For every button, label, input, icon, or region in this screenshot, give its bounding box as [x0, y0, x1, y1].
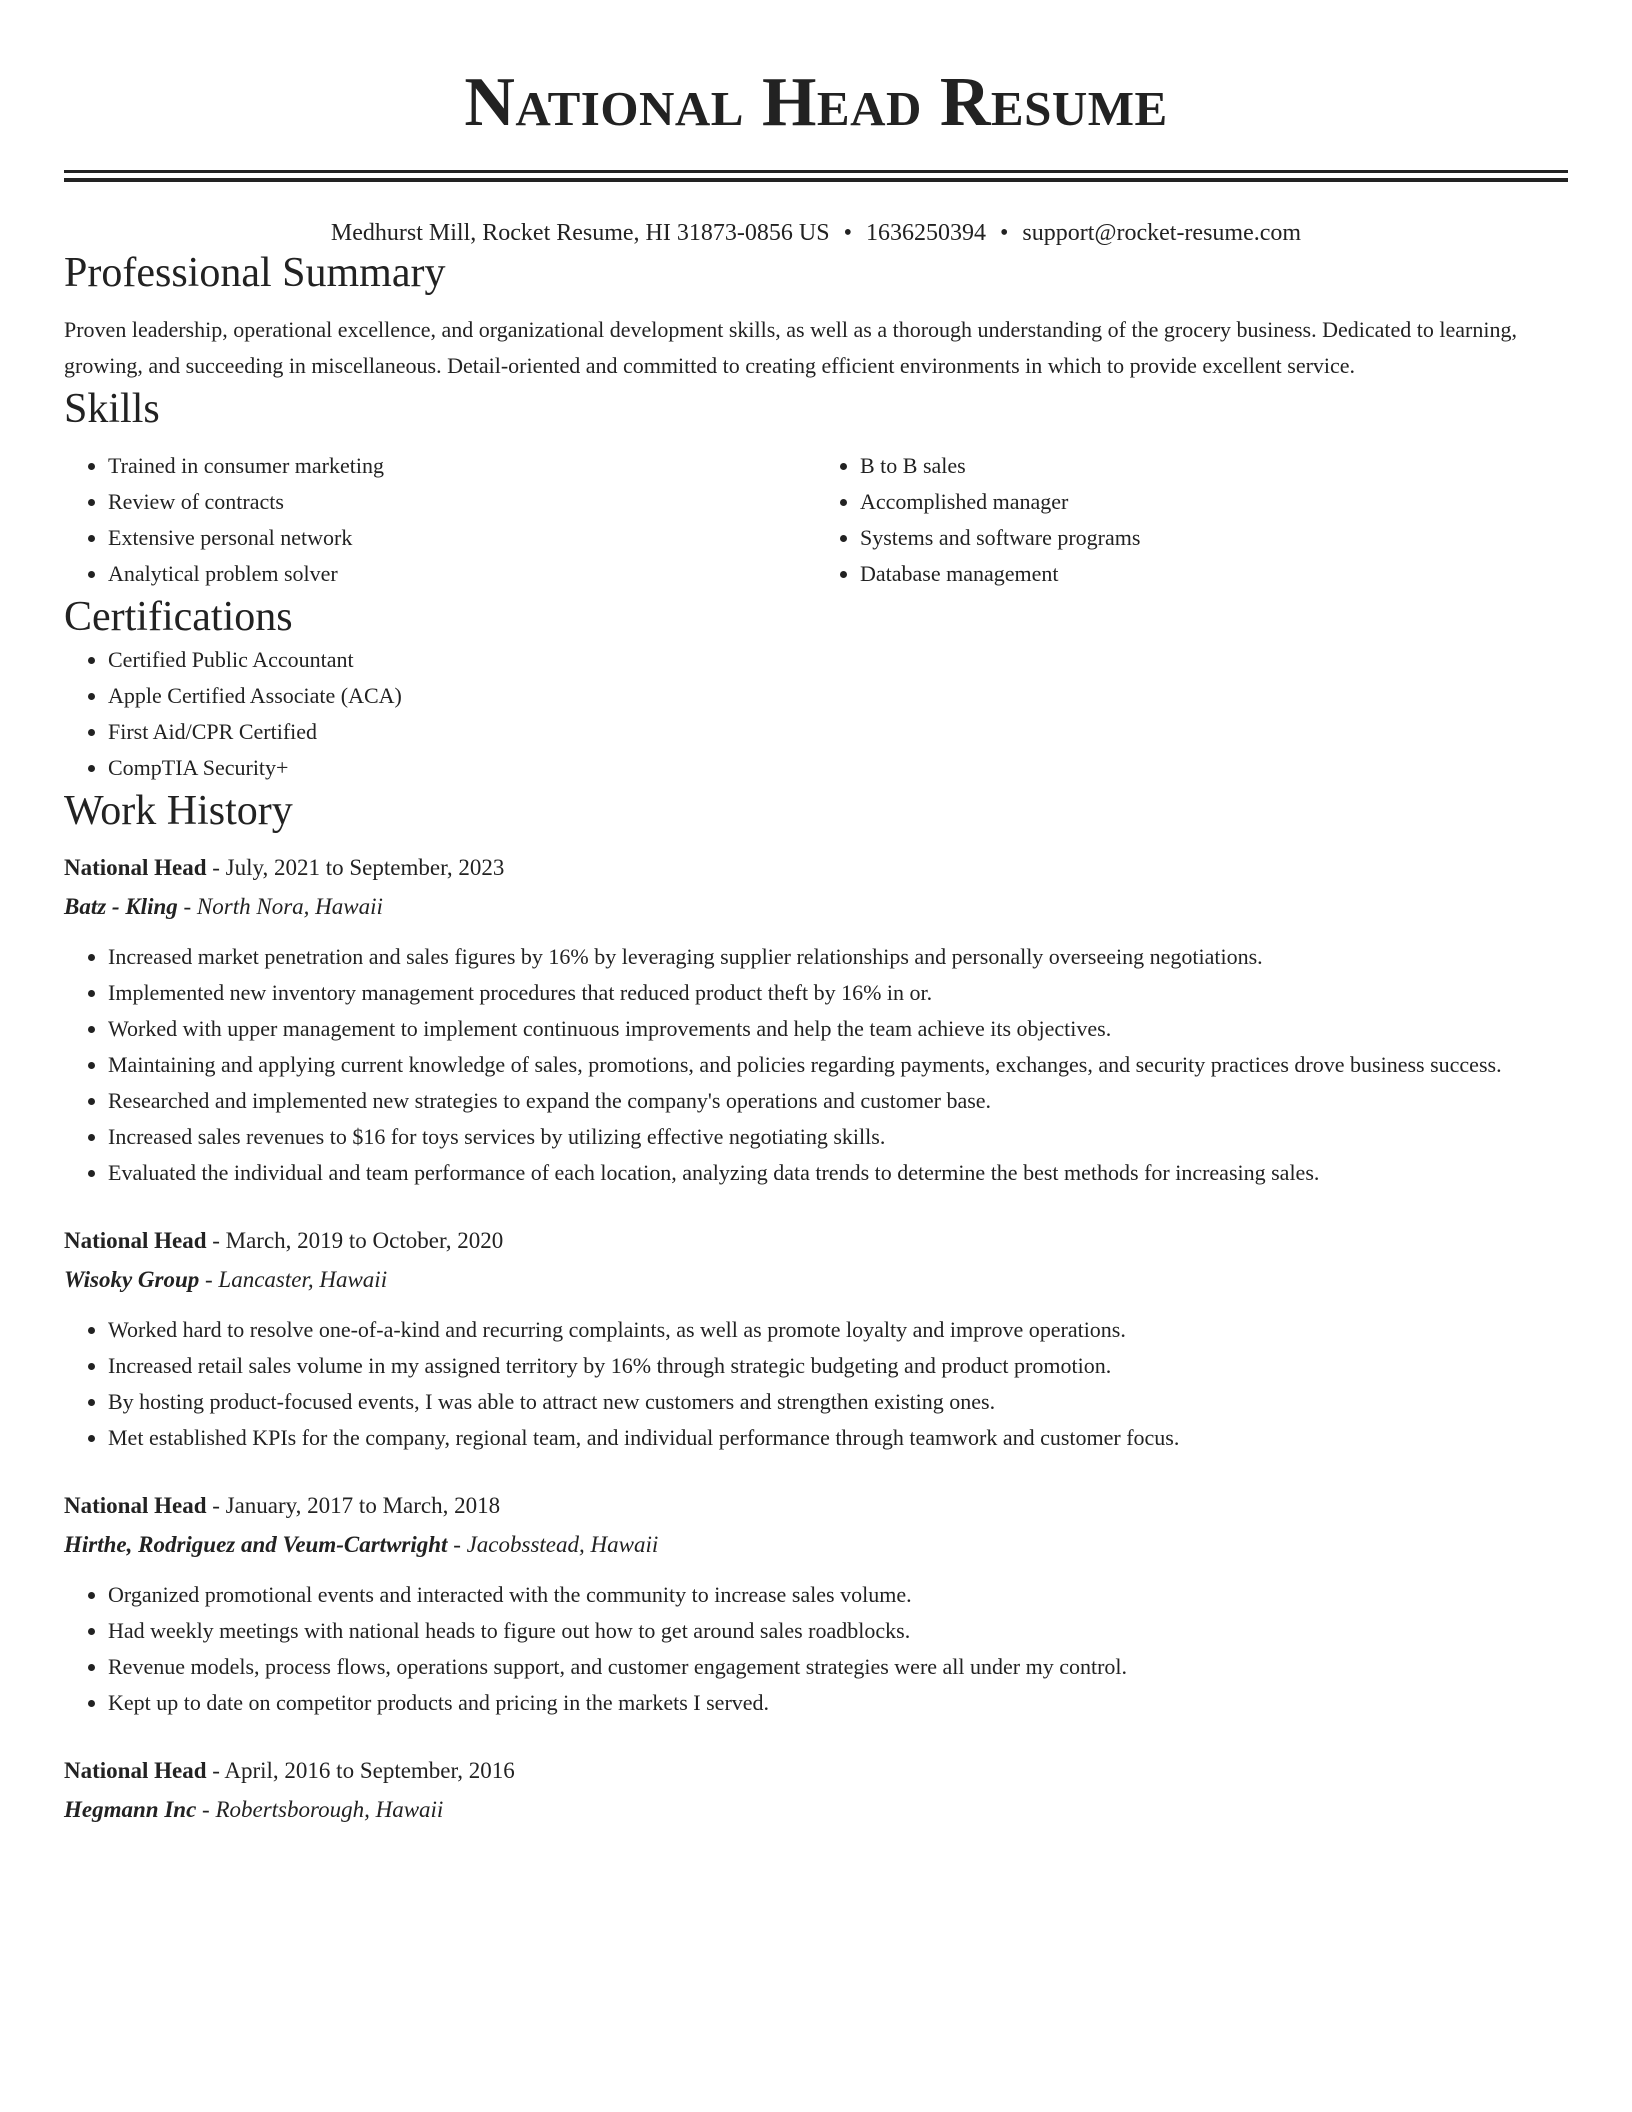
job-bullet: • Organized promotional events and interacted with the community to increase sales volume. — [108, 1577, 1568, 1613]
skill-item: • Systems and software programs — [860, 520, 1568, 556]
job-dates: - April, 2016 to September, 2016 — [206, 1758, 515, 1783]
job-bullet: • Revenue models, process flows, operations support, and customer engagement strategies were all under my control. — [108, 1649, 1568, 1685]
skill-item: • Database management — [860, 556, 1568, 592]
job-bullet: • Worked with upper management to implement continuous improvements and help the team achieve its objectives. — [108, 1011, 1568, 1047]
job-bullet: • Increased market penetration and sales figures by 16% by leveraging supplier relationships and personally overseeing negotiations. — [108, 939, 1568, 975]
contact-phone: 1636250394 — [865, 220, 986, 246]
skill-item: • Accomplished manager — [860, 484, 1568, 520]
job-company-line — [64, 1262, 1568, 1298]
job-bullet: • Increased retail sales volume in my assigned territory by 16% through strategic budgeting and product promotion. — [108, 1348, 1568, 1384]
job-bullet: • Researched and implemented new strategies to expand the company's operations and customer base. — [108, 1083, 1568, 1119]
job-location: - Lancaster, Hawaii — [199, 1267, 388, 1292]
title-divider — [64, 170, 1568, 182]
job-bullets — [64, 939, 1568, 1191]
job-entry — [64, 1223, 1568, 1456]
job-role: National Head — [64, 855, 207, 880]
contact-separator: • — [999, 220, 1009, 246]
job-entry — [64, 850, 1568, 1191]
skills-heading: Skills — [64, 386, 160, 432]
skill-item: • Review of contracts — [108, 484, 816, 520]
job-company: Hirthe, Rodriguez and Veum-Cartwright — [64, 1532, 448, 1557]
job-bullet: • Met established KPIs for the company, regional team, and individual performance through teamwork and customer focus. — [108, 1420, 1568, 1456]
job-entry — [64, 1753, 1568, 1828]
job-dates: - March, 2019 to October, 2020 — [206, 1228, 504, 1253]
job-bullet: • Worked hard to resolve one-of-a-kind and recurring complaints, as well as promote loyalty and improve operations. — [108, 1312, 1568, 1348]
job-company-line — [64, 1527, 1568, 1563]
job-title-line — [64, 850, 1568, 886]
certification-item: • Certified Public Accountant — [108, 642, 1568, 678]
job-bullet: • Maintaining and applying current knowledge of sales, promotions, and policies regarding payments, exchanges, and security practices drove business success. — [108, 1047, 1568, 1083]
certification-item: • CompTIA Security+ — [108, 750, 1568, 786]
job-company: Batz - Kling — [64, 894, 178, 919]
resume-title: National Head Resume — [464, 64, 1168, 141]
job-bullets — [64, 1312, 1568, 1456]
job-location: - Jacobsstead, Hawaii — [447, 1532, 659, 1557]
job-dates: - January, 2017 to March, 2018 — [206, 1493, 501, 1518]
skills-list-left — [64, 448, 816, 592]
job-company: Wisoky Group — [64, 1267, 200, 1292]
certifications-heading: Certifications — [64, 594, 293, 640]
job-bullet: • By hosting product-focused events, I was able to attract new customers and strengthen existing ones. — [108, 1384, 1568, 1420]
contact-email: support@rocket-resume.com — [1022, 220, 1302, 246]
job-bullet: • Had weekly meetings with national heads to figure out how to get around sales roadblocks. — [108, 1613, 1568, 1649]
job-location: - North Nora, Hawaii — [177, 894, 383, 919]
job-company-line — [64, 1792, 1568, 1828]
skill-item: • B to B sales — [860, 448, 1568, 484]
job-bullet: • Kept up to date on competitor products and pricing in the markets I served. — [108, 1685, 1568, 1721]
skill-item: • Trained in consumer marketing — [108, 448, 816, 484]
job-title-line — [64, 1753, 1568, 1789]
job-role: National Head — [64, 1228, 207, 1253]
certification-item: • Apple Certified Associate (ACA) — [108, 678, 1568, 714]
job-bullet: • Evaluated the individual and team performance of each location, analyzing data trends to determine the best methods for increasing sales. — [108, 1155, 1568, 1191]
job-company: Hegmann Inc — [64, 1797, 197, 1822]
skills-grid — [64, 448, 1568, 592]
skill-item: • Extensive personal network — [108, 520, 816, 556]
work-history-heading: Work History — [64, 788, 293, 834]
job-title-line — [64, 1488, 1568, 1524]
certifications-list — [64, 642, 1568, 786]
job-dates: - July, 2021 to September, 2023 — [206, 855, 505, 880]
job-bullet: • Increased sales revenues to $16 for toys services by utilizing effective negotiating skills. — [108, 1119, 1568, 1155]
contact-separator: • — [843, 220, 852, 246]
job-title-line — [64, 1223, 1568, 1259]
job-bullets — [64, 1577, 1568, 1721]
contact-address: Medhurst Mill, Rocket Resume, HI 31873-0856 US — [330, 220, 830, 246]
contact-line — [64, 218, 1568, 248]
job-role: National Head — [64, 1493, 207, 1518]
skill-item: • Analytical problem solver — [108, 556, 816, 592]
job-entry — [64, 1488, 1568, 1721]
summary-heading: Professional Summary — [64, 250, 446, 296]
skills-list-right — [816, 448, 1568, 592]
summary-text: Proven leadership, operational excellence, and organizational development skills, as well as a thorough understanding of the grocery business. Dedicated to learning, growing, and succeeding in miscellaneous. Detail-oriented and committed to creating efficient environments in which to provide excellent service. — [64, 317, 1517, 378]
job-location: - Robertsborough, Hawaii — [196, 1797, 444, 1822]
job-role: National Head — [64, 1758, 207, 1783]
job-bullet: • Implemented new inventory management procedures that reduced product theft by 16% in or. — [108, 975, 1568, 1011]
job-company-line — [64, 889, 1568, 925]
certification-item: • First Aid/CPR Certified — [108, 714, 1568, 750]
